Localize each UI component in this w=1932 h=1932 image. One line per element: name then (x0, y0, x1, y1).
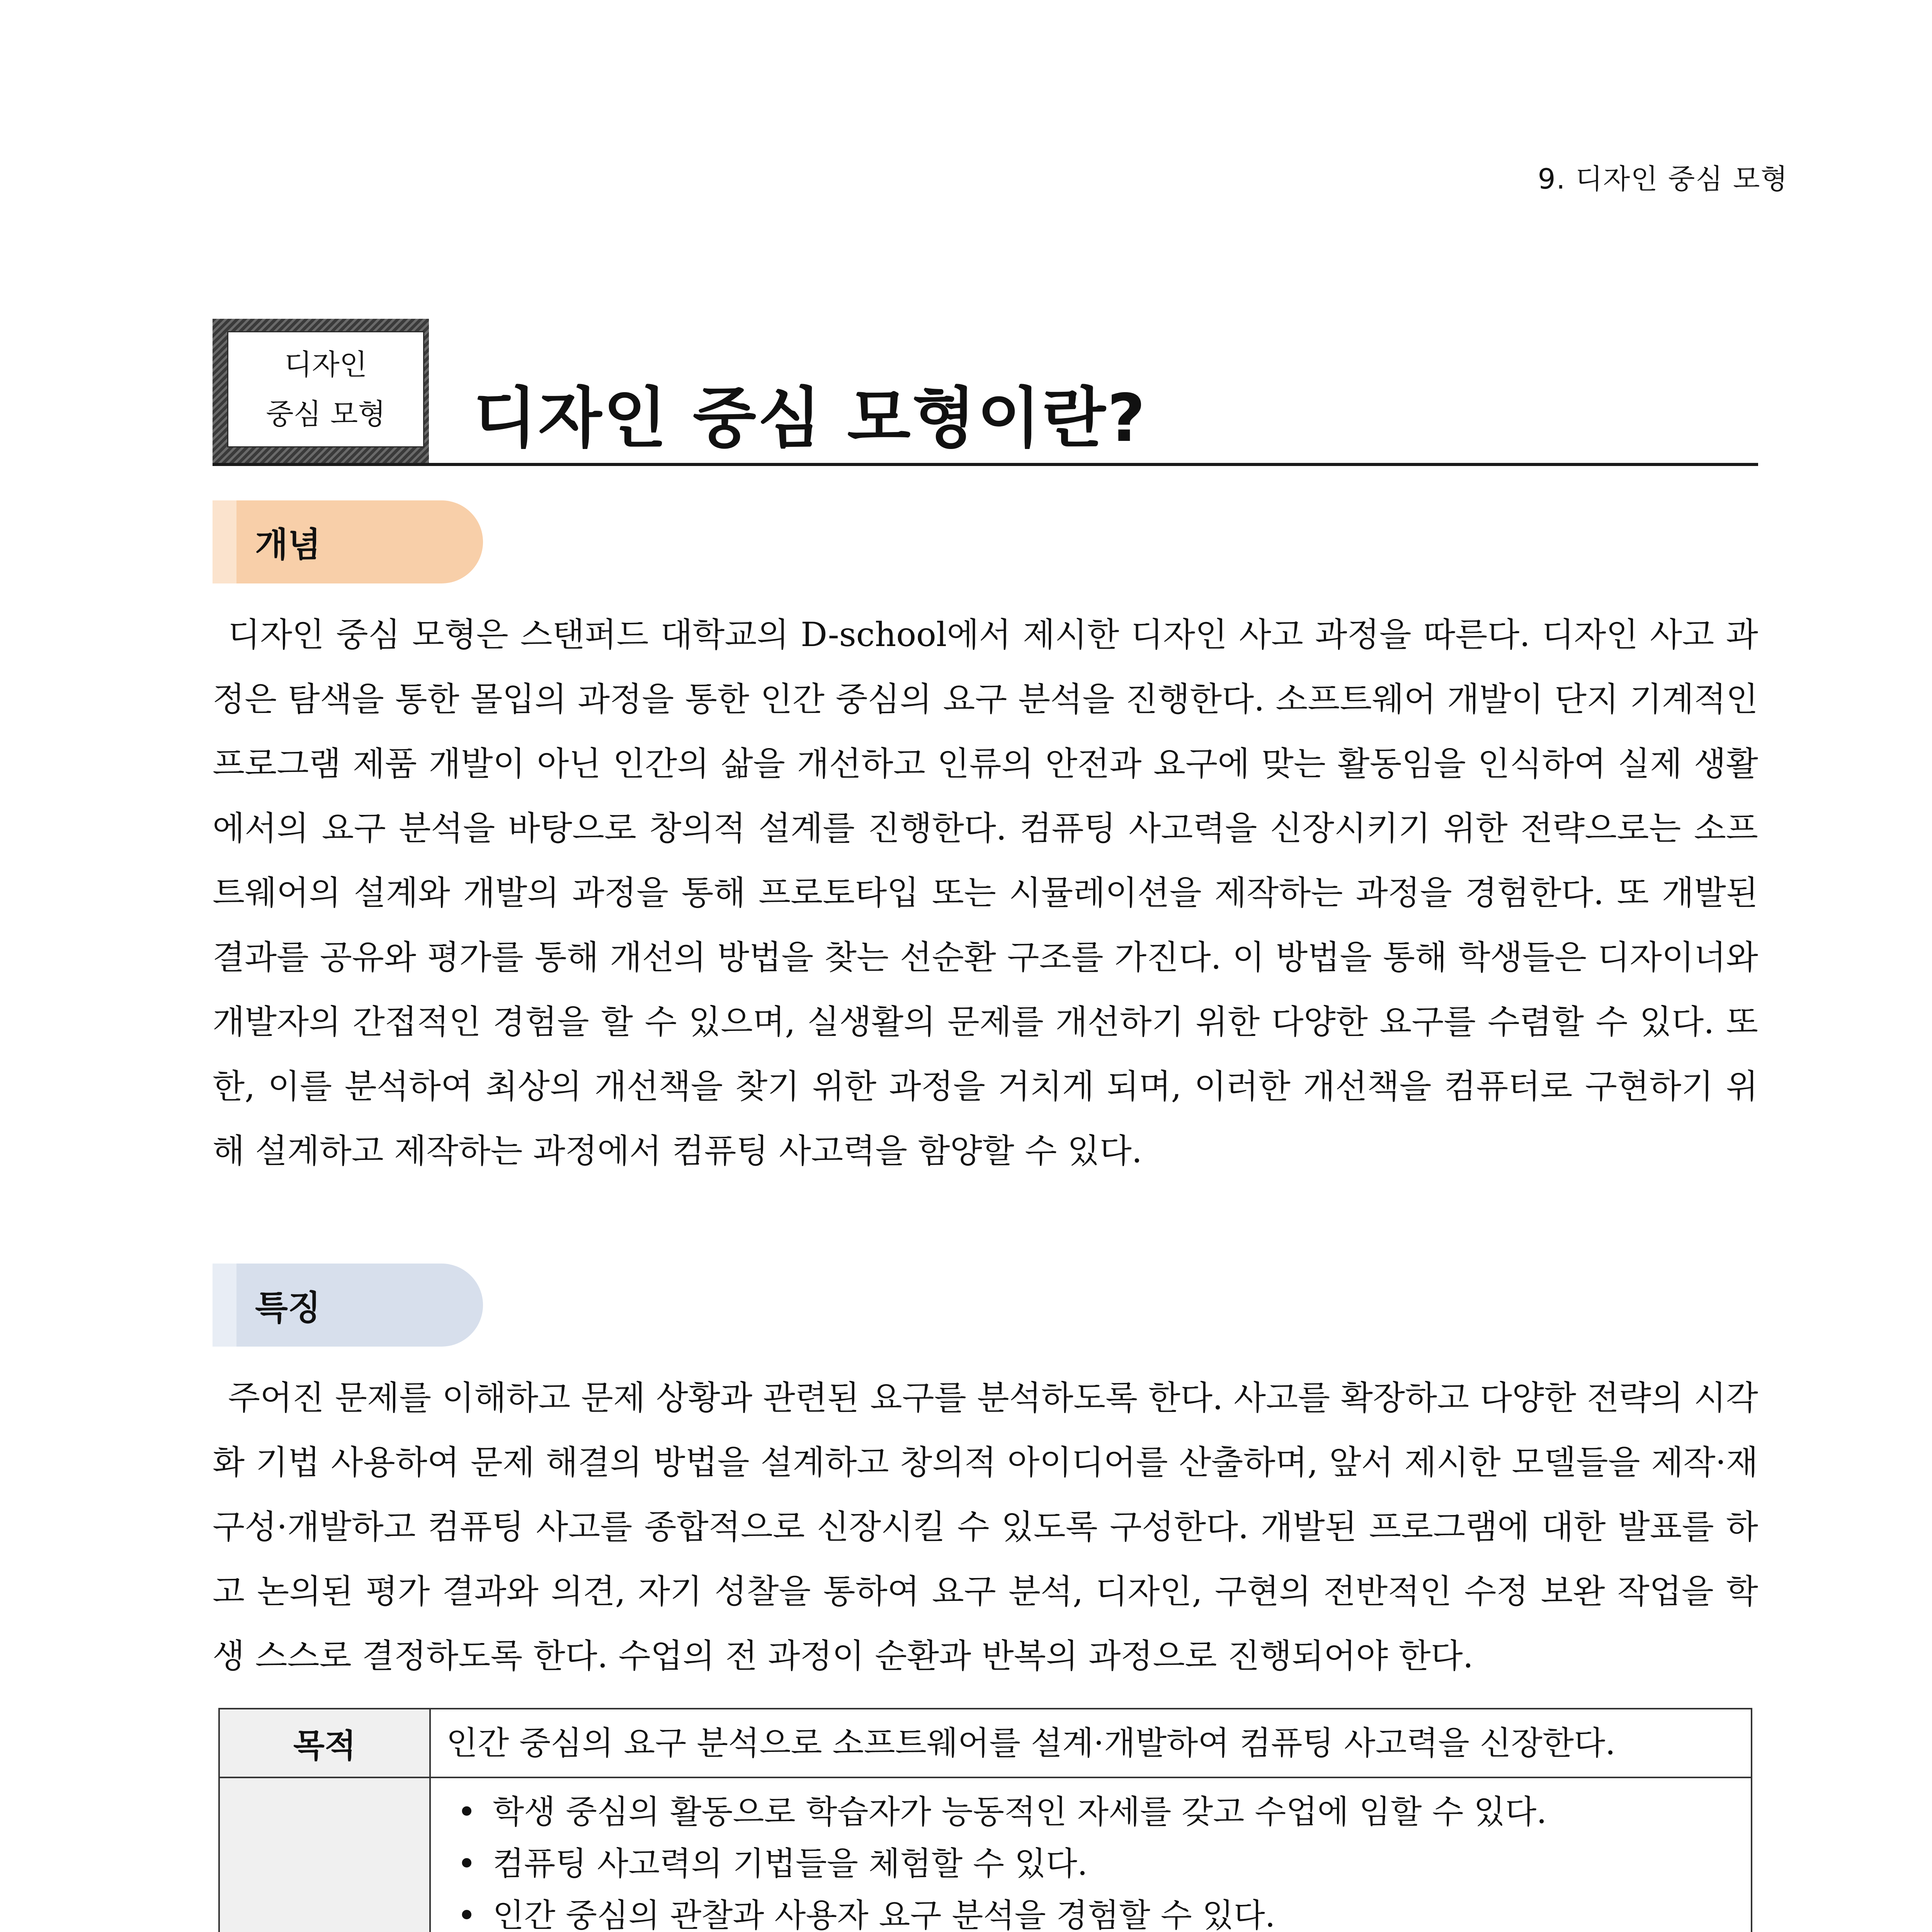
badge-line-1: 디자인 (284, 348, 367, 381)
badge-line-2: 중심 모형 (266, 397, 386, 431)
advantages-list (446, 1786, 1737, 1932)
title-divider (213, 463, 1758, 466)
section-heading-concept-label: 개념 (255, 524, 321, 565)
section-heading-feature-label: 특징 (255, 1287, 321, 1328)
list-item: • 인간 중심의 관찰과 사용자 요구 분석을 경험할 수 있다. (446, 1889, 1737, 1932)
section-heading-feature (213, 1264, 483, 1347)
purpose-label: 목적 (219, 1709, 430, 1777)
purpose-text: 인간 중심의 요구 분석으로 소프트웨어를 설계·개발하여 컴퓨팅 사고력을 신장한다. (430, 1709, 1752, 1777)
table-row-purpose (219, 1709, 1752, 1777)
running-header: 9. 디자인 중심 모형 (1537, 163, 1788, 195)
page-title: 디자인 중심 모형이란? (473, 380, 1147, 457)
list-item: • 학생 중심의 활동으로 학습자가 능동적인 자세를 갖고 수업에 임할 수 있다. (446, 1786, 1737, 1838)
concept-paragraph: 디자인 중심 모형은 스탠퍼드 대학교의 D-school에서 제시한 디자인 사고 과정을 따른다. 디자인 사고 과정은 탐색을 통한 몰입의 과정을 통한 인간 중심의 요구 분석을 진행한다. 소프트웨어 개발이 단지 기계적인 프로그램 제품 개발이 아닌 인간의 삶을 개선하고 인류의 안전과 요구에 맞는 활동임을 인식하여 실제 생활에서의 요구 분석을 바탕으로 창의적 설계를 진행한다. 컴퓨팅 사고력을 신장시키기 위한 전략으로는 소프트웨어의 설계와 개발의 과정을 통해 프로토타입 또는 시뮬레이션을 제작하는 과정을 경험한다. 또 개발된 결과를 공유와 평가를 통해 개선의 방법을 찾는 선순환 구조를 가진다. 이 방법을 통해 학생들은 디자이너와 개발자의 간접적인 경험을 할 수 있으며, 실생활의 문제를 개선하기 위한 다양한 요구를 수렴할 수 있다. 또한, 이를 분석하여 최상의 개선책을 찾기 위한 과정을 거치게 되며, 이러한 개선책을 컴퓨터로 구현하기 위해 설계하고 제작하는 과정에서 컴퓨팅 사고력을 함양할 수 있다. (213, 616, 1758, 1170)
feature-paragraph: 주어진 문제를 이해하고 문제 상황과 관련된 요구를 분석하도록 한다. 사고를 확장하고 다양한 전략의 시각화 기법 사용하여 문제 해결의 방법을 설계하고 창의적 아이디어를 산출하며, 앞서 제시한 모델들을 제작·재구성·개발하고 컴퓨팅 사고를 종합적으로 신장시킬 수 있도록 구성한다. 개발된 프로그램에 대한 발표를 하고 논의된 평가 결과와 의견, 자기 성찰을 통하여 요구 분석, 디자인, 구현의 전반적인 수정 보완 작업을 학생 스스로 결정하도록 한다. 수업의 전 과정이 순환과 반복의 과정으로 진행되어야 한다. (213, 1379, 1758, 1675)
list-item: • 컴퓨팅 사고력의 기법들을 체험할 수 있다. (446, 1838, 1737, 1889)
advantages-label (219, 1777, 430, 1932)
section-heading-concept (213, 500, 483, 583)
advantages-cell (430, 1777, 1752, 1932)
summary-table (218, 1708, 1752, 1932)
table-row-advantages (219, 1777, 1752, 1932)
title-badge-label (227, 331, 424, 447)
title-badge (213, 319, 429, 464)
